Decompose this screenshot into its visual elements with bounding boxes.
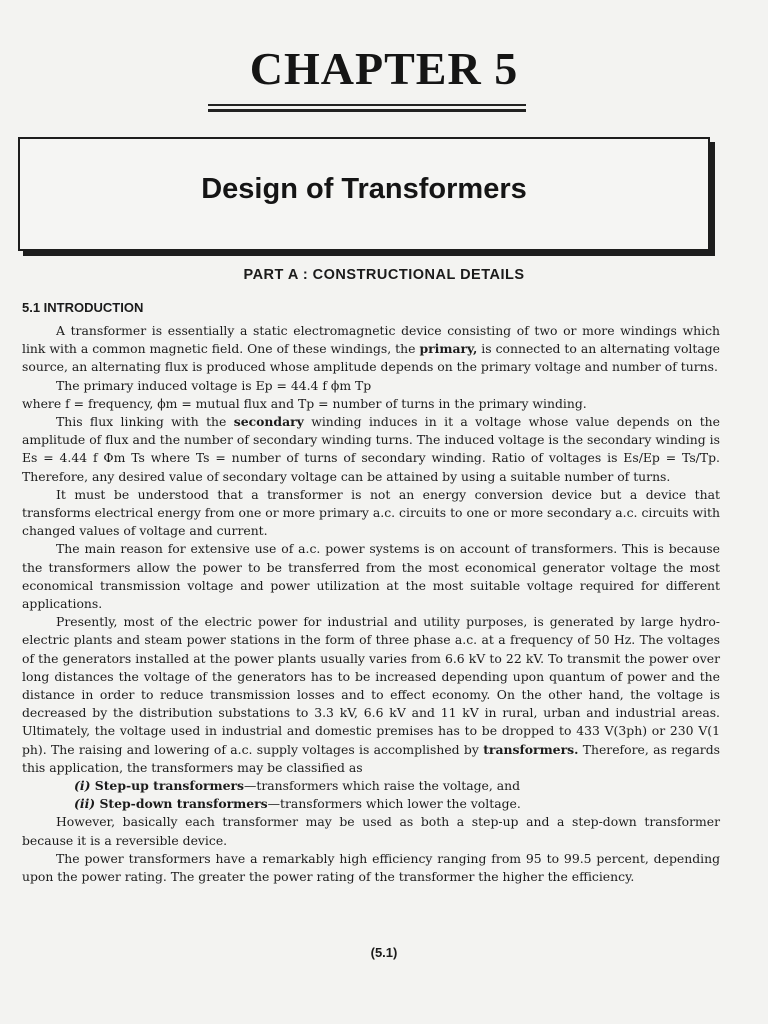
body-text: [22, 322, 720, 886]
paragraph: It must be understood that a transformer is not an energy conversion device but a device that transforms electrical energy from one or more primary a.c. circuits to one or more secondary a.c. circuits with changed values of voltage and current.: [22, 486, 720, 539]
equation-line: The primary induced voltage is Ep = 44.4 f ϕm Tp: [56, 377, 372, 393]
paragraph: [22, 413, 720, 486]
list-item: [22, 777, 720, 795]
bold-term: secondary: [233, 414, 304, 430]
list-number: (i): [74, 778, 91, 794]
section-heading: 5.1 INTRODUCTION: [22, 300, 144, 315]
title-rule: [208, 109, 526, 112]
paragraph: However, basically each transformer may be used as both a step-up and a step-down transformer because it is a reversible device.: [22, 814, 720, 848]
paragraph: [22, 613, 720, 777]
list-item: [22, 795, 720, 813]
part-heading: PART A : CONSTRUCTIONAL DETAILS: [243, 267, 525, 283]
text-run: This flux linking with the: [56, 414, 234, 430]
text-run: A transformer is essentially a static electromagnetic device consisting of two or more windings which link with a common magnetic field. One of these windings, the: [22, 323, 720, 357]
paragraph: where f = frequency, ϕm = mutual flux and Tp = number of turns in the primary winding.: [22, 395, 587, 411]
list-number: (ii): [74, 796, 96, 812]
list-description: —transformers which raise the voltage, and: [244, 778, 521, 794]
bold-term: transformers.: [483, 741, 579, 757]
bold-term: primary,: [419, 341, 478, 357]
paragraph: The main reason for extensive use of a.c. power systems is on account of transformers. This is because the transformers allow the power to be transferred from the most economical generator voltage the most economical transmission voltage and power utilization at the most suitable voltage required for different applications.: [22, 541, 720, 612]
text-run: is connected to an alternating voltage source, an alternating flux is produced whose amplitude depends on the primary voltage and number of turns.: [22, 341, 720, 375]
text-run: Presently, most of the electric power for industrial and utility purposes, is generated by large hydro-electric plants and steam power stations in the form of three phase a.c. at a frequency of 50 Hz. The voltages of the generators installed at the power plants usually varies from 6.6 kV to 22 kV. To transmit the power over long distances the voltage of the generators has to be increased depending upon quantum of power and the distance in order to reduce transmission losses and to effect economy. On the other hand, the voltage is decreased by the distribution substations to 3.3 kV, 6.6 kV and 11 kV in rural, urban and industrial areas. Ultimately, the voltage used in industrial and domestic premises has to be dropped to 433 V(3ph) or 230 V(1 ph). The raising and lowering of a.c. supply voltages is accomplished by: [22, 614, 720, 757]
list-term: Step-up transformers: [94, 778, 244, 794]
paragraph: [22, 322, 720, 377]
list-term: Step-down transformers: [99, 796, 268, 812]
book-title: Design of Transformers: [201, 173, 527, 205]
paragraph: The power transformers have a remarkably high efficiency ranging from 95 to 99.5 percent, depending upon the power rating. The greater the power rating of the transformer the higher the efficiency.: [22, 850, 720, 885]
text-run: winding induces in it a voltage whose value depends on the amplitude of flux and the number of secondary winding turns. The induced voltage is the secondary winding is Es = 4.44 f Φm Ts where Ts = number of turns of secondary winding. Ratio of voltages is Es/Ep = Ts/Tp. Therefore, any desired value of secondary voltage can be attained by using a suitable number of turns.: [22, 414, 720, 484]
chapter-title: CHAPTER 5: [249, 43, 519, 94]
chapter-title-box: [18, 137, 710, 251]
page-number: (5.1): [370, 945, 398, 960]
text-run: Therefore, as regards this application, the transformers may be classified as: [22, 741, 720, 775]
title-rule: [208, 104, 526, 106]
list-description: —transformers which lower the voltage.: [267, 796, 521, 812]
